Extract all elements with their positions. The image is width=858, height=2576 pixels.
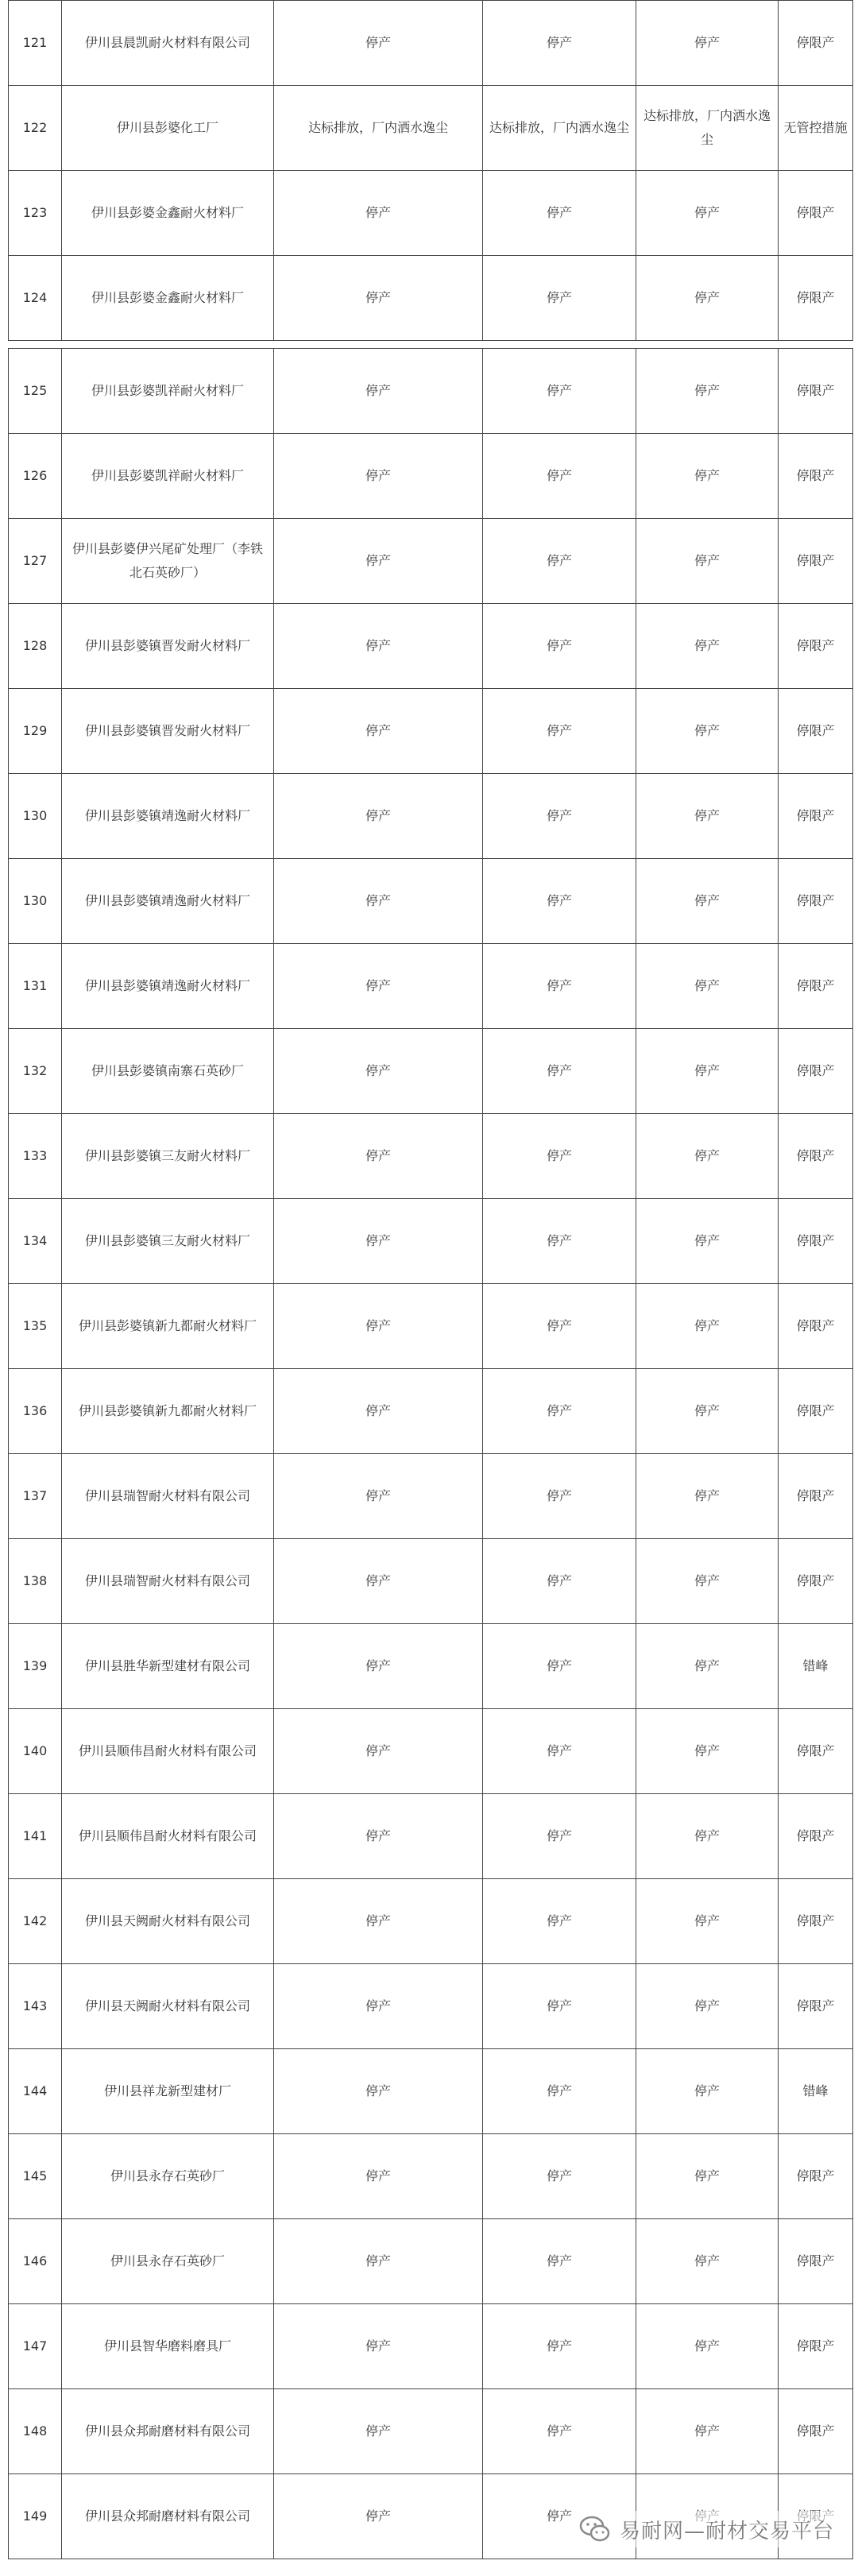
company-name-cell: 伊川县彭婆镇晋发耐火材料厂 (62, 689, 274, 774)
measure-cell-2: 停产 (483, 1284, 636, 1369)
company-name-cell: 伊川县彭婆镇南寨石英砂厂 (62, 1029, 274, 1114)
table-row (9, 1199, 853, 1284)
control-measure-cell: 停限产 (779, 1539, 853, 1624)
row-number-cell: 129 (9, 689, 62, 774)
measure-cell-2: 停产 (483, 2389, 636, 2474)
table-body-top (9, 1, 853, 341)
company-name-cell: 伊川县彭婆金鑫耐火材料厂 (62, 171, 274, 256)
control-measure-cell: 停限产 (779, 1964, 853, 2049)
table-row (9, 1, 853, 86)
measure-cell-1: 停产 (274, 1964, 483, 2049)
control-measure-cell: 停限产 (779, 944, 853, 1029)
company-name-cell: 伊川县彭婆凯祥耐火材料厂 (62, 349, 274, 434)
control-measure-cell: 停限产 (779, 1369, 853, 1454)
company-name-cell: 伊川县彭婆镇靖逸耐火材料厂 (62, 774, 274, 859)
table-row (9, 1029, 853, 1114)
measure-cell-2: 停产 (483, 434, 636, 519)
company-name-cell: 伊川县众邦耐磨材料有限公司 (62, 2389, 274, 2474)
control-measure-cell: 错峰 (779, 1624, 853, 1709)
measure-cell-3: 停产 (636, 1199, 779, 1284)
table-row (9, 1794, 853, 1879)
measure-cell-1: 停产 (274, 689, 483, 774)
measure-cell-1: 停产 (274, 1284, 483, 1369)
measure-cell-2: 停产 (483, 519, 636, 604)
company-name-cell: 伊川县瑞智耐火材料有限公司 (62, 1539, 274, 1624)
control-measure-cell: 停限产 (779, 1029, 853, 1114)
table-row (9, 171, 853, 256)
measure-cell-3: 停产 (636, 1114, 779, 1199)
measure-cell-3: 停产 (636, 604, 779, 689)
measure-cell-3: 停产 (636, 434, 779, 519)
measure-cell-3: 停产 (636, 689, 779, 774)
row-number-cell: 144 (9, 2049, 62, 2134)
measure-cell-2: 停产 (483, 1539, 636, 1624)
measure-cell-2: 停产 (483, 1369, 636, 1454)
table-row (9, 2219, 853, 2304)
row-number-cell: 126 (9, 434, 62, 519)
row-number-cell: 136 (9, 1369, 62, 1454)
table-row (9, 1709, 853, 1794)
row-number-cell: 131 (9, 944, 62, 1029)
measure-cell-3: 停产 (636, 944, 779, 1029)
company-name-cell: 伊川县彭婆化工厂 (62, 86, 274, 171)
measure-cell-3: 停产 (636, 1709, 779, 1794)
measure-cell-1: 停产 (274, 774, 483, 859)
measure-cell-2: 停产 (483, 171, 636, 256)
measure-cell-2: 停产 (483, 2304, 636, 2389)
measure-cell-1: 停产 (274, 349, 483, 434)
table-gap (9, 341, 853, 349)
measure-cell-3: 停产 (636, 349, 779, 434)
measure-cell-2: 停产 (483, 1964, 636, 2049)
company-name-cell: 伊川县彭婆伊兴尾矿处理厂（李铁北石英砂厂） (62, 519, 274, 604)
measure-cell-2: 停产 (483, 944, 636, 1029)
row-number-cell: 140 (9, 1709, 62, 1794)
measure-cell-3: 停产 (636, 256, 779, 341)
measure-cell-3: 停产 (636, 1284, 779, 1369)
watermark-text: 易耐网—耐材交易平台 (619, 2519, 834, 2543)
measure-cell-2: 停产 (483, 2219, 636, 2304)
row-number-cell: 149 (9, 2474, 62, 2559)
row-number-cell: 121 (9, 1, 62, 86)
row-number-cell: 137 (9, 1454, 62, 1539)
measure-cell-2: 停产 (483, 604, 636, 689)
control-measure-cell: 停限产 (779, 1284, 853, 1369)
measure-cell-3: 停产 (636, 1794, 779, 1879)
table-row (9, 1624, 853, 1709)
measure-cell-1: 停产 (274, 1029, 483, 1114)
company-name-cell: 伊川县彭婆镇新九都耐火材料厂 (62, 1284, 274, 1369)
control-measure-cell: 错峰 (779, 2049, 853, 2134)
measure-cell-3: 停产 (636, 171, 779, 256)
control-measure-cell: 停限产 (779, 774, 853, 859)
company-name-cell: 伊川县天阙耐火材料有限公司 (62, 1879, 274, 1964)
measure-cell-2: 停产 (483, 689, 636, 774)
measure-cell-3: 停产 (636, 1624, 779, 1709)
measure-cell-1: 停产 (274, 1114, 483, 1199)
row-number-cell: 139 (9, 1624, 62, 1709)
row-number-cell: 128 (9, 604, 62, 689)
measure-cell-3: 停产 (636, 2049, 779, 2134)
control-measure-cell: 停限产 (779, 256, 853, 341)
measure-cell-3: 停产 (636, 2219, 779, 2304)
control-measure-cell: 停限产 (779, 689, 853, 774)
measure-cell-1: 停产 (274, 1, 483, 86)
measure-cell-3: 停产 (636, 1964, 779, 2049)
measure-cell-2: 停产 (483, 1709, 636, 1794)
company-name-cell: 伊川县晨凯耐火材料有限公司 (62, 1, 274, 86)
control-measure-cell: 停限产 (779, 2134, 853, 2219)
company-name-cell: 伊川县瑞智耐火材料有限公司 (62, 1454, 274, 1539)
table-body-bottom (9, 349, 853, 2559)
control-measure-cell: 停限产 (779, 1199, 853, 1284)
row-number-cell: 146 (9, 2219, 62, 2304)
control-measure-cell: 停限产 (779, 1879, 853, 1964)
control-measure-cell: 停限产 (779, 519, 853, 604)
row-number-cell: 122 (9, 86, 62, 171)
measure-cell-2: 停产 (483, 1029, 636, 1114)
measure-cell-1: 停产 (274, 434, 483, 519)
company-name-cell: 伊川县彭婆镇三友耐火材料厂 (62, 1114, 274, 1199)
measure-cell-1: 达标排放，厂内洒水逸尘 (274, 86, 483, 171)
table-row (9, 519, 853, 604)
table-row (9, 859, 853, 944)
measure-cell-1: 停产 (274, 519, 483, 604)
row-number-cell: 148 (9, 2389, 62, 2474)
row-number-cell: 147 (9, 2304, 62, 2389)
measure-cell-2: 停产 (483, 2134, 636, 2219)
measure-cell-2: 停产 (483, 349, 636, 434)
measure-cell-1: 停产 (274, 2389, 483, 2474)
row-number-cell: 134 (9, 1199, 62, 1284)
control-measure-cell: 停限产 (779, 1794, 853, 1879)
company-name-cell: 伊川县众邦耐磨材料有限公司 (62, 2474, 274, 2559)
measure-cell-2: 停产 (483, 774, 636, 859)
measure-cell-1: 停产 (274, 1624, 483, 1709)
table-row (9, 604, 853, 689)
table-row (9, 1539, 853, 1624)
table-row (9, 774, 853, 859)
measure-cell-1: 停产 (274, 1454, 483, 1539)
measure-cell-2: 停产 (483, 2049, 636, 2134)
control-measure-cell: 停限产 (779, 1454, 853, 1539)
table-row (9, 1284, 853, 1369)
table-row (9, 1964, 853, 2049)
measure-cell-2: 停产 (483, 1794, 636, 1879)
row-number-cell: 133 (9, 1114, 62, 1199)
measure-cell-3: 停产 (636, 519, 779, 604)
measure-cell-3: 停产 (636, 1539, 779, 1624)
measure-cell-1: 停产 (274, 859, 483, 944)
row-number-cell: 123 (9, 171, 62, 256)
company-name-cell: 伊川县永存石英砂厂 (62, 2134, 274, 2219)
company-name-cell: 伊川县彭婆镇新九都耐火材料厂 (62, 1369, 274, 1454)
measure-cell-2: 停产 (483, 1199, 636, 1284)
control-measure-cell: 停限产 (779, 604, 853, 689)
company-name-cell: 伊川县彭婆凯祥耐火材料厂 (62, 434, 274, 519)
company-name-cell: 伊川县彭婆镇晋发耐火材料厂 (62, 604, 274, 689)
measure-cell-2: 停产 (483, 859, 636, 944)
table-row (9, 349, 853, 434)
measure-cell-2: 停产 (483, 1114, 636, 1199)
row-number-cell: 138 (9, 1539, 62, 1624)
control-measure-cell: 无管控措施 (779, 86, 853, 171)
measure-cell-1: 停产 (274, 256, 483, 341)
control-measure-cell: 停限产 (779, 1, 853, 86)
measure-cell-2: 停产 (483, 1, 636, 86)
table-row (9, 2134, 853, 2219)
measure-cell-3: 停产 (636, 2134, 779, 2219)
measure-cell-3: 停产 (636, 2389, 779, 2474)
measure-cell-1: 停产 (274, 1199, 483, 1284)
control-measure-cell: 停限产 (779, 171, 853, 256)
wechat-icon (578, 2512, 612, 2546)
measure-cell-1: 停产 (274, 171, 483, 256)
company-name-cell: 伊川县顺伟昌耐火材料有限公司 (62, 1709, 274, 1794)
company-name-cell: 伊川县彭婆镇靖逸耐火材料厂 (62, 944, 274, 1029)
company-name-cell: 伊川县彭婆镇三友耐火材料厂 (62, 1199, 274, 1284)
row-number-cell: 143 (9, 1964, 62, 2049)
measure-cell-2: 停产 (483, 1624, 636, 1709)
measure-cell-1: 停产 (274, 944, 483, 1029)
row-number-cell: 130 (9, 859, 62, 944)
measure-cell-1: 停产 (274, 1879, 483, 1964)
control-measure-cell: 停限产 (779, 1709, 853, 1794)
watermark (574, 2511, 839, 2547)
table-gap-row (9, 341, 853, 349)
measure-cell-1: 停产 (274, 1539, 483, 1624)
table-row (9, 689, 853, 774)
control-measure-cell: 停限产 (779, 2219, 853, 2304)
company-name-cell: 伊川县顺伟昌耐火材料有限公司 (62, 1794, 274, 1879)
measure-cell-3: 停产 (636, 1454, 779, 1539)
production-status-table (8, 0, 853, 2559)
row-number-cell: 125 (9, 349, 62, 434)
table-row (9, 434, 853, 519)
control-measure-cell: 停限产 (779, 2389, 853, 2474)
row-number-cell: 135 (9, 1284, 62, 1369)
measure-cell-1: 停产 (274, 604, 483, 689)
company-name-cell: 伊川县祥龙新型建材厂 (62, 2049, 274, 2134)
measure-cell-3: 停产 (636, 2304, 779, 2389)
measure-cell-1: 停产 (274, 2219, 483, 2304)
company-name-cell: 伊川县天阙耐火材料有限公司 (62, 1964, 274, 2049)
row-number-cell: 130 (9, 774, 62, 859)
table-row (9, 1114, 853, 1199)
measure-cell-1: 停产 (274, 2474, 483, 2559)
measure-cell-2: 停产 (483, 256, 636, 341)
table-row (9, 1454, 853, 1539)
row-number-cell: 132 (9, 1029, 62, 1114)
control-measure-cell: 停限产 (779, 349, 853, 434)
table-row (9, 2304, 853, 2389)
measure-cell-3: 停产 (636, 774, 779, 859)
measure-cell-2: 停产 (483, 2474, 636, 2559)
measure-cell-1: 停产 (274, 1709, 483, 1794)
measure-cell-3: 达标排放，厂内洒水逸尘 (636, 86, 779, 171)
measure-cell-2: 停产 (483, 1879, 636, 1964)
table-row (9, 86, 853, 171)
table-row (9, 944, 853, 1029)
table-row (9, 1879, 853, 1964)
company-name-cell: 伊川县胜华新型建材有限公司 (62, 1624, 274, 1709)
measure-cell-1: 停产 (274, 1794, 483, 1879)
table-row (9, 1369, 853, 1454)
row-number-cell: 141 (9, 1794, 62, 1879)
company-name-cell: 伊川县彭婆镇靖逸耐火材料厂 (62, 859, 274, 944)
control-measure-cell: 停限产 (779, 859, 853, 944)
measure-cell-1: 停产 (274, 2049, 483, 2134)
company-name-cell: 伊川县彭婆金鑫耐火材料厂 (62, 256, 274, 341)
measure-cell-3: 停产 (636, 1369, 779, 1454)
measure-cell-3: 停产 (636, 859, 779, 944)
table-row (9, 2049, 853, 2134)
row-number-cell: 142 (9, 1879, 62, 1964)
control-measure-cell: 停限产 (779, 2304, 853, 2389)
measure-cell-1: 停产 (274, 2134, 483, 2219)
measure-cell-3: 停产 (636, 1, 779, 86)
row-number-cell: 145 (9, 2134, 62, 2219)
measure-cell-1: 停产 (274, 1369, 483, 1454)
data-sheet (8, 0, 852, 2559)
table-row (9, 2389, 853, 2474)
company-name-cell: 伊川县智华磨料磨具厂 (62, 2304, 274, 2389)
measure-cell-1: 停产 (274, 2304, 483, 2389)
company-name-cell: 伊川县永存石英砂厂 (62, 2219, 274, 2304)
measure-cell-3: 停产 (636, 1029, 779, 1114)
row-number-cell: 124 (9, 256, 62, 341)
control-measure-cell: 停限产 (779, 434, 853, 519)
measure-cell-3: 停产 (636, 1879, 779, 1964)
control-measure-cell: 停限产 (779, 1114, 853, 1199)
row-number-cell: 127 (9, 519, 62, 604)
table-row (9, 256, 853, 341)
measure-cell-2: 达标排放，厂内洒水逸尘 (483, 86, 636, 171)
measure-cell-2: 停产 (483, 1454, 636, 1539)
